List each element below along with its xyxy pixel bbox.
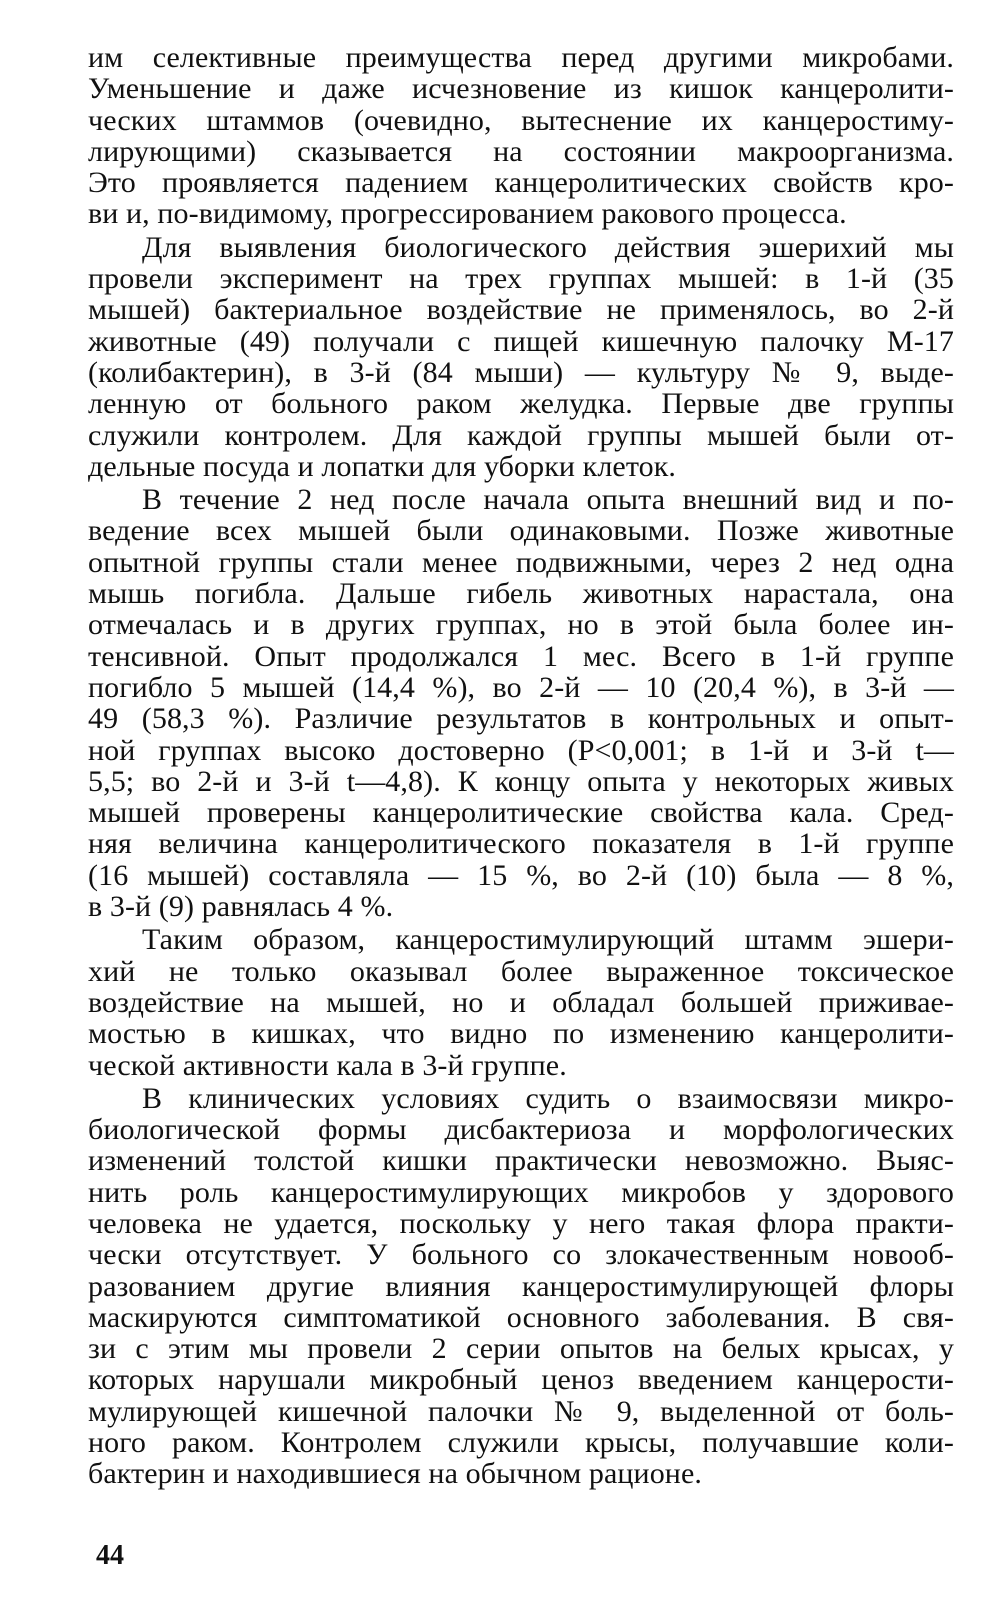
text-line: в 3-й (9) равнялась 4 %. bbox=[88, 890, 394, 924]
text-line: которых нарушали микробный ценоз введением канцерости- bbox=[88, 1363, 954, 1397]
text-line: мулирующей кишечной палочки № 9, выделенной от боль- bbox=[88, 1394, 954, 1428]
page-body bbox=[88, 42, 954, 1490]
paragraph bbox=[88, 42, 954, 230]
text-line: служили контролем. Для каждой группы мышей были от- bbox=[88, 418, 954, 452]
text-line: ческой активности кала в 3-й группе. bbox=[88, 1048, 567, 1082]
text-line: отмечалась и в других группах, но в этой была более ин- bbox=[88, 608, 954, 642]
text-line: В течение 2 нед после начала опыта внешний вид и по- bbox=[142, 483, 954, 517]
text-line: Таким образом, канцеростимулирующий штамм эшери- bbox=[142, 923, 954, 957]
text-line: мышей) бактериальное воздействие не применялось, во 2-й bbox=[88, 293, 954, 327]
text-line: нить роль канцеростимулирующих микробов у здорового bbox=[88, 1175, 954, 1209]
text-line: ви и, по-видимому, прогрессированием ракового процесса. bbox=[88, 197, 847, 231]
text-line: (16 мышей) составляла — 15 %, во 2-й (10) была — 8 %, bbox=[88, 858, 954, 892]
text-line: погибло 5 мышей (14,4 %), во 2-й — 10 (20,4 %), в 3-й — bbox=[88, 670, 954, 704]
text-line: В клинических условиях судить о взаимосвязи микро- bbox=[142, 1081, 954, 1115]
text-line: хий не только оказывал более выраженное токсическое bbox=[88, 954, 954, 988]
paragraph bbox=[88, 1083, 954, 1490]
page-number: 44 bbox=[96, 1540, 124, 1571]
text-line: животные (49) получали с пищей кишечную палочку М-17 bbox=[88, 324, 954, 358]
text-line: ведение всех мышей были одинаковыми. Позже животные bbox=[88, 514, 954, 548]
text-line: мышей проверены канцеролитические свойства кала. Сред- bbox=[88, 796, 954, 830]
text-line: ческих штаммов (очевидно, вытеснение их канцеростиму- bbox=[88, 103, 954, 137]
text-line: опытной группы стали менее подвижными, через 2 нед одна bbox=[88, 545, 954, 579]
text-line: маскируются симптоматикой основного заболевания. В свя- bbox=[88, 1300, 954, 1334]
text-line: бактерин и находившиеся на обычном рационе. bbox=[88, 1457, 702, 1491]
paragraph bbox=[88, 924, 954, 1080]
text-line: ленную от больного раком желудка. Первые две группы bbox=[88, 387, 954, 421]
text-line: Уменьшение и даже исчезновение из кишок канцеролити- bbox=[88, 72, 954, 106]
text-line: няя величина канцеролитического показателя в 1-й группе bbox=[88, 827, 954, 861]
text-line: мышь погибла. Дальше гибель животных нарастала, она bbox=[88, 577, 954, 611]
text-line: Для выявления биологического действия эшерихий мы bbox=[142, 230, 954, 264]
text-line: Это проявляется падением канцеролитических свойств кро- bbox=[88, 166, 954, 200]
text-line: лирующими) сказывается на состоянии макроорганизма. bbox=[88, 134, 954, 168]
text-line: им селективные преимущества перед другими микробами. bbox=[88, 41, 954, 74]
text-line: (колибактерин), в 3-й (84 мыши) — культуру № 9, выде- bbox=[88, 355, 954, 389]
text-line: воздействие на мышей, но и обладал большей приживае- bbox=[88, 985, 954, 1019]
text-line: мостью в кишках, что видно по изменению канцеролити- bbox=[88, 1017, 954, 1051]
text-line: зи с этим мы провели 2 серии опытов на белых крысах, у bbox=[88, 1332, 954, 1366]
paragraph bbox=[88, 232, 954, 482]
text-line: биологической формы дисбактериоза и морфологических bbox=[88, 1113, 954, 1147]
text-line: 5,5; во 2-й и 3-й t—4,8). К концу опыта у некоторых живых bbox=[88, 764, 954, 798]
text-line: изменений толстой кишки практически невозможно. Выяс- bbox=[88, 1144, 954, 1178]
text-line: тенсивной. Опыт продолжался 1 мес. Всего в 1-й группе bbox=[88, 639, 954, 673]
text-line: провели эксперимент на трех группах мышей: в 1-й (35 bbox=[88, 262, 954, 296]
text-line: человека не удается, поскольку у него такая флора практи- bbox=[88, 1206, 954, 1240]
paragraph bbox=[88, 484, 954, 922]
text-line: ного раком. Контролем служили крысы, получавшие коли- bbox=[88, 1426, 954, 1460]
text-line: чески отсутствует. У больного со злокачественным новооб- bbox=[88, 1238, 954, 1272]
text-line: дельные посуда и лопатки для уборки клеток. bbox=[88, 449, 677, 483]
text-line: разованием другие влияния канцеростимулирующей флоры bbox=[88, 1269, 954, 1303]
text-line: 49 (58,3 %). Различие результатов в контрольных и опыт- bbox=[88, 702, 954, 736]
text-line: ной группах высоко достоверно (P<0,001; в 1-й и 3-й t— bbox=[88, 733, 954, 767]
